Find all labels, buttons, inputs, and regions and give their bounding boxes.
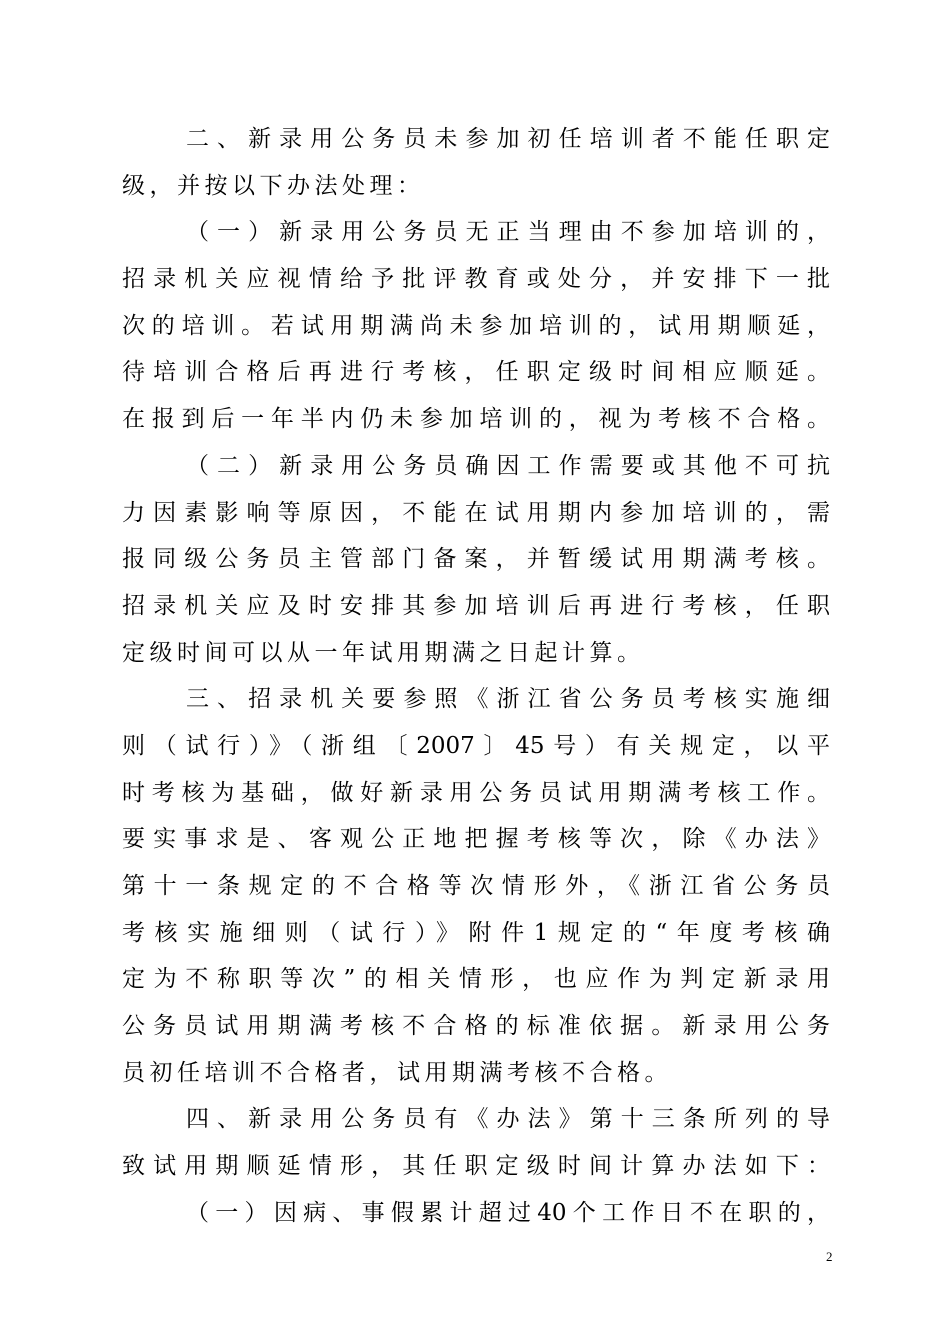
text-line: 要实事求是、客观公正地把握考核等次，除《办法》: [122, 826, 830, 853]
text-line: 招录机关应及时安排其参加培训后再进行考核，任职: [122, 592, 830, 619]
text-line: 报同级公务员主管部门备案，并暂缓试用期满考核。: [122, 546, 830, 573]
text-line: 在报到后一年半内仍未参加培训的，视为考核不合格。: [122, 406, 830, 433]
text-line: 员初任培训不合格者，试用期满考核不合格。: [122, 1059, 672, 1086]
text-line: 四、新录用公务员有《办法》第十三条所列的导: [186, 1106, 830, 1133]
text-line: 定级时间可以从一年试用期满之日起计算。: [122, 639, 645, 666]
text-line: 力因素影响等原因，不能在试用期内参加培训的，需: [122, 499, 830, 526]
text-line: （二）新录用公务员确因工作需要或其他不可抗: [186, 452, 830, 479]
text-line: 二、新录用公务员未参加初任培训者不能任职定: [186, 126, 830, 152]
text-line: （一）因病、事假累计超过40个工作日不在职的，: [186, 1199, 830, 1226]
text-line: 定为不称职等次”的相关情形，也应作为判定新录用: [122, 966, 830, 993]
text-line: 招录机关应视情给予批评教育或处分，并安排下一批: [122, 266, 830, 293]
text-line: （一）新录用公务员无正当理由不参加培训的，: [186, 219, 830, 246]
text-line: 第十一条规定的不合格等次情形外，《浙江省公务员: [122, 873, 830, 899]
text-line: 待培训合格后再进行考核，任职定级时间相应顺延。: [122, 359, 830, 386]
text-line: 考核实施细则（试行）》附件1规定的“年度考核确: [122, 919, 830, 946]
text-line: 公务员试用期满考核不合格的标准依据。新录用公务: [122, 1013, 830, 1040]
text-line: 次的培训。若试用期满尚未参加培训的，试用期顺延，: [122, 312, 830, 339]
page-number: 2: [826, 1249, 833, 1264]
text-line: 级，并按以下办法处理：: [122, 172, 425, 199]
text-line: 时考核为基础，做好新录用公务员试用期满考核工作。: [122, 779, 830, 806]
body-text: [122, 116, 830, 1237]
text-line: 致试用期顺延情形，其任职定级时间计算办法如下：: [122, 1153, 830, 1180]
text-line: 则（试行）》（浙组〔2007〕45号）有关规定，以平: [122, 732, 830, 759]
text-line: 三、招录机关要参照《浙江省公务员考核实施细: [186, 686, 830, 713]
